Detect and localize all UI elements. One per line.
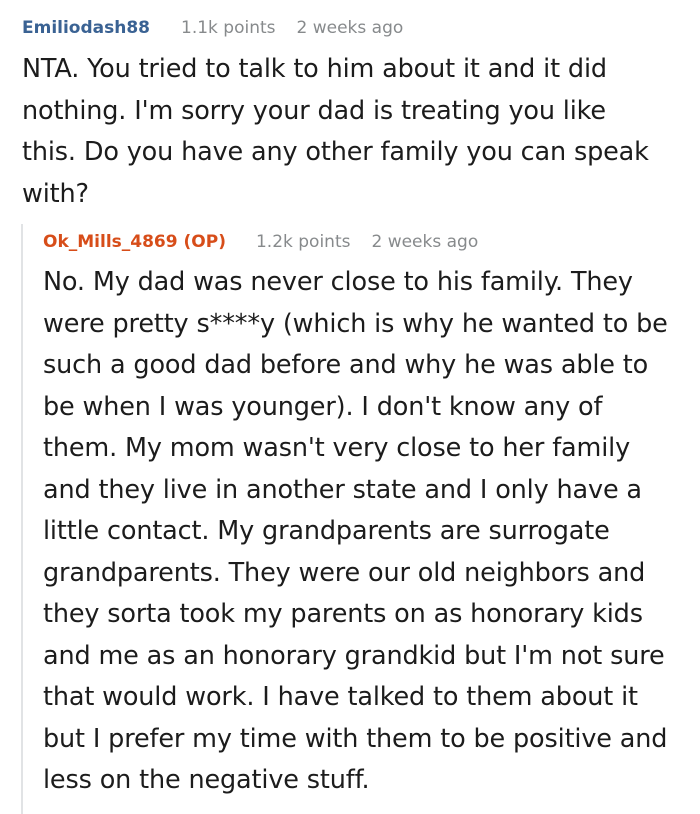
- comment-body: No. My dad was never close to his family. They were pretty s****y (which is why he wanted to be such a good dad before and why he was able to be when I was younger). I don't know any of them. My mom wasn't very close to her family and they live in another state and I only have a little contact. My grandparents are surrogate grandparents. They were our old neighbors and they sorta took my parents on as honorary kids and me as an honorary grandkid but I'm not sure that would work. I have talked to them about it but I prefer my time with them to be positive and less on the negative stuff.: [43, 267, 668, 795]
- thread-line[interactable]: [21, 224, 23, 814]
- comment-points: 1.2k points: [255, 232, 351, 252]
- comment-author-link[interactable]: Emiliodash88: [22, 18, 151, 38]
- comment-meta: [43, 228, 693, 256]
- comment-timestamp: 2 weeks ago: [296, 18, 404, 38]
- comment-body: NTA. You tried to talk to him about it and it did nothing. I'm sorry your dad is treating you like this. Do you have any other family you can speak with?: [22, 54, 649, 209]
- comment: [22, 14, 692, 215]
- reply-comment: [43, 228, 693, 802]
- comment-meta: [22, 14, 692, 42]
- comment-timestamp: 2 weeks ago: [371, 232, 479, 252]
- op-author-link[interactable]: Ok_Mills_4869 (OP): [43, 232, 226, 252]
- comment-points: 1.1k points: [181, 18, 276, 38]
